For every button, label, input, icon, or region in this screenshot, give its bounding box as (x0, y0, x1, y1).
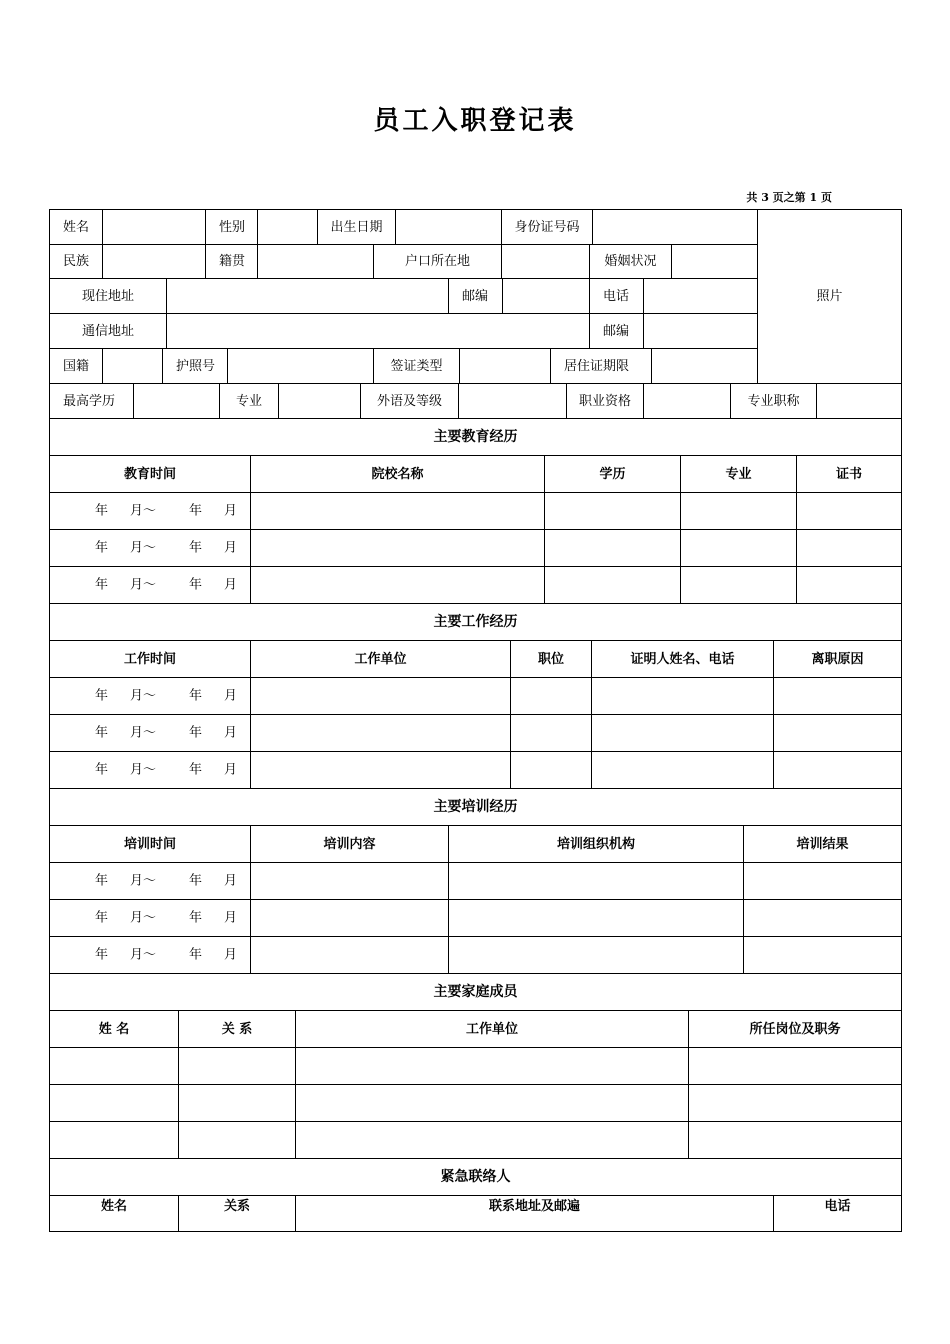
work-header-4: 离职原因 (773, 640, 901, 677)
date-year-from: 年 (95, 762, 109, 778)
date-year-from: 年 (95, 910, 109, 926)
nationality-label: 国籍 (49, 348, 102, 383)
date-month-to: 月 (224, 910, 238, 926)
date-year-from: 年 (95, 688, 109, 704)
education-cell-0-4[interactable] (796, 492, 901, 529)
education-cell-0-2[interactable] (544, 492, 680, 529)
education-cell-2-4[interactable] (796, 566, 901, 603)
date-year-to: 年 (189, 910, 203, 926)
qualification-label: 职业资格 (566, 383, 643, 418)
education-cell-2-2[interactable] (544, 566, 680, 603)
date-year-to: 年 (189, 577, 203, 593)
date-month-from: 月～ (130, 910, 157, 926)
native-place-field[interactable] (257, 244, 373, 278)
training-cell-2-3[interactable] (743, 936, 901, 973)
postcode-field[interactable] (502, 278, 589, 313)
work-cell-2-2[interactable] (510, 751, 591, 788)
emergency-header-3: 电话 (773, 1195, 901, 1232)
education-cell-2-1[interactable] (250, 566, 544, 603)
id-number-field[interactable] (592, 209, 757, 244)
date-month-from: 月～ (130, 873, 157, 889)
education-cell-1-3[interactable] (680, 529, 796, 566)
household-location-field[interactable] (501, 244, 589, 278)
work-cell-1-2[interactable] (510, 714, 591, 751)
education-header-3: 专业 (680, 455, 796, 492)
work-date-cell-1[interactable] (49, 714, 250, 751)
current-address-field[interactable] (166, 278, 448, 313)
family-header-2: 工作单位 (295, 1010, 688, 1047)
family-cell-1-3[interactable] (688, 1084, 901, 1121)
work-cell-0-3[interactable] (591, 677, 773, 714)
work-cell-1-1[interactable] (250, 714, 510, 751)
work-header-0: 工作时间 (49, 640, 250, 677)
highest-education-field[interactable] (133, 383, 219, 418)
date-year-from: 年 (95, 873, 109, 889)
training-header-2: 培训组织机构 (448, 825, 743, 862)
family-section-title: 主要家庭成员 (49, 973, 901, 1010)
work-header-1: 工作单位 (250, 640, 510, 677)
form-title: 员工入职登记表 (373, 106, 577, 136)
education-date-cell-1[interactable] (49, 529, 250, 566)
education-header-0: 教育时间 (49, 455, 250, 492)
name-label: 姓名 (49, 209, 102, 244)
work-cell-0-1[interactable] (250, 677, 510, 714)
emergency-header-1: 关系 (178, 1195, 295, 1232)
education-header-4: 证书 (796, 455, 901, 492)
date-year-to: 年 (189, 688, 203, 704)
photo-box[interactable]: 照片 (757, 209, 901, 383)
visa-type-label: 签证类型 (373, 348, 459, 383)
date-year-from: 年 (95, 947, 109, 963)
date-month-from: 月～ (130, 503, 157, 519)
date-month-to: 月 (224, 688, 238, 704)
work-header-2: 职位 (510, 640, 591, 677)
birth-date-field[interactable] (395, 209, 501, 244)
family-cell-2-0[interactable] (49, 1121, 178, 1158)
education-cell-0-1[interactable] (250, 492, 544, 529)
highest-education-label: 最高学历 (49, 383, 133, 418)
education-cell-1-1[interactable] (250, 529, 544, 566)
date-month-to: 月 (224, 540, 238, 556)
name-field[interactable] (102, 209, 205, 244)
education-date-cell-0[interactable] (49, 492, 250, 529)
education-cell-0-3[interactable] (680, 492, 796, 529)
date-month-to: 月 (224, 725, 238, 741)
date-year-to: 年 (189, 503, 203, 519)
marital-status-field[interactable] (671, 244, 757, 278)
family-header-3: 所任岗位及职务 (688, 1010, 901, 1047)
date-year-from: 年 (95, 540, 109, 556)
phone-field[interactable] (643, 278, 757, 313)
family-cell-0-2[interactable] (295, 1047, 688, 1084)
training-date-cell-1[interactable] (49, 899, 250, 936)
family-header-1: 关 系 (178, 1010, 295, 1047)
gender-label: 性别 (205, 209, 257, 244)
residence-permit-label: 居住证期限 (550, 348, 651, 383)
mailing-address-field[interactable] (166, 313, 589, 348)
family-cell-1-2[interactable] (295, 1084, 688, 1121)
date-month-to: 月 (224, 762, 238, 778)
family-cell-0-1[interactable] (178, 1047, 295, 1084)
mailing-address-label: 通信地址 (49, 313, 166, 348)
household-location-label: 户口所在地 (373, 244, 501, 278)
date-year-to: 年 (189, 725, 203, 741)
foreign-language-field[interactable] (458, 383, 566, 418)
work-header-3: 证明人姓名、电话 (591, 640, 773, 677)
major-label: 专业 (219, 383, 278, 418)
phone-label: 电话 (589, 278, 643, 313)
training-date-cell-2[interactable] (49, 936, 250, 973)
professional-title-field[interactable] (816, 383, 901, 418)
date-year-from: 年 (95, 503, 109, 519)
date-month-from: 月～ (130, 947, 157, 963)
emergency-header-2: 联系地址及邮遍 (295, 1195, 773, 1232)
education-date-cell-2[interactable] (49, 566, 250, 603)
date-month-to: 月 (224, 577, 238, 593)
ethnicity-field[interactable] (102, 244, 205, 278)
id-number-label: 身份证号码 (501, 209, 592, 244)
emergency-header-0: 姓名 (49, 1195, 178, 1232)
residence-permit-field[interactable] (651, 348, 757, 383)
training-header-3: 培训结果 (743, 825, 901, 862)
ethnicity-label: 民族 (49, 244, 102, 278)
date-month-from: 月～ (130, 577, 157, 593)
date-month-to: 月 (224, 873, 238, 889)
passport-no-label: 护照号 (162, 348, 227, 383)
date-month-from: 月～ (130, 688, 157, 704)
family-cell-2-3[interactable] (688, 1121, 901, 1158)
training-cell-1-3[interactable] (743, 899, 901, 936)
postcode2-field[interactable] (643, 313, 757, 348)
training-cell-0-1[interactable] (250, 862, 448, 899)
date-month-from: 月～ (130, 725, 157, 741)
training-cell-0-2[interactable] (448, 862, 743, 899)
gender-field[interactable] (257, 209, 317, 244)
family-cell-2-2[interactable] (295, 1121, 688, 1158)
nationality-field[interactable] (102, 348, 162, 383)
qualification-field[interactable] (643, 383, 730, 418)
work-date-cell-0[interactable] (49, 677, 250, 714)
emergency-section-title: 紧急联络人 (49, 1158, 901, 1195)
foreign-language-label: 外语及等级 (360, 383, 458, 418)
education-cell-1-2[interactable] (544, 529, 680, 566)
native-place-label: 籍贯 (205, 244, 257, 278)
training-cell-1-2[interactable] (448, 899, 743, 936)
training-cell-1-1[interactable] (250, 899, 448, 936)
family-cell-1-1[interactable] (178, 1084, 295, 1121)
birth-date-label: 出生日期 (317, 209, 395, 244)
passport-no-field[interactable] (227, 348, 373, 383)
education-section-title: 主要教育经历 (49, 418, 901, 455)
family-cell-1-0[interactable] (49, 1084, 178, 1121)
training-cell-0-3[interactable] (743, 862, 901, 899)
date-year-to: 年 (189, 762, 203, 778)
current-address-label: 现住地址 (49, 278, 166, 313)
page-info: 共 3 页之第 1 页 (746, 191, 832, 204)
work-cell-1-4[interactable] (773, 714, 901, 751)
family-cell-0-3[interactable] (688, 1047, 901, 1084)
work-cell-0-2[interactable] (510, 677, 591, 714)
postcode-label: 邮编 (448, 278, 502, 313)
registration-form-grid (49, 209, 902, 1232)
education-cell-1-4[interactable] (796, 529, 901, 566)
work-date-cell-2[interactable] (49, 751, 250, 788)
training-header-0: 培训时间 (49, 825, 250, 862)
date-year-to: 年 (189, 947, 203, 963)
professional-title-label: 专业职称 (730, 383, 816, 418)
education-cell-2-3[interactable] (680, 566, 796, 603)
training-header-1: 培训内容 (250, 825, 448, 862)
family-cell-2-1[interactable] (178, 1121, 295, 1158)
visa-type-field[interactable] (459, 348, 550, 383)
work-cell-2-3[interactable] (591, 751, 773, 788)
work-cell-2-1[interactable] (250, 751, 510, 788)
training-section-title: 主要培训经历 (49, 788, 901, 825)
training-cell-2-2[interactable] (448, 936, 743, 973)
date-year-to: 年 (189, 873, 203, 889)
major-field[interactable] (278, 383, 360, 418)
date-month-to: 月 (224, 503, 238, 519)
work-cell-2-4[interactable] (773, 751, 901, 788)
education-header-1: 院校名称 (250, 455, 544, 492)
training-date-cell-0[interactable] (49, 862, 250, 899)
family-header-0: 姓 名 (49, 1010, 178, 1047)
date-year-from: 年 (95, 725, 109, 741)
date-month-from: 月～ (130, 762, 157, 778)
marital-status-label: 婚姻状况 (589, 244, 671, 278)
family-cell-0-0[interactable] (49, 1047, 178, 1084)
work-cell-1-3[interactable] (591, 714, 773, 751)
work-section-title: 主要工作经历 (49, 603, 901, 640)
date-year-from: 年 (95, 577, 109, 593)
work-cell-0-4[interactable] (773, 677, 901, 714)
date-month-to: 月 (224, 947, 238, 963)
training-cell-2-1[interactable] (250, 936, 448, 973)
date-month-from: 月～ (130, 540, 157, 556)
education-header-2: 学历 (544, 455, 680, 492)
postcode2-label: 邮编 (589, 313, 643, 348)
date-year-to: 年 (189, 540, 203, 556)
